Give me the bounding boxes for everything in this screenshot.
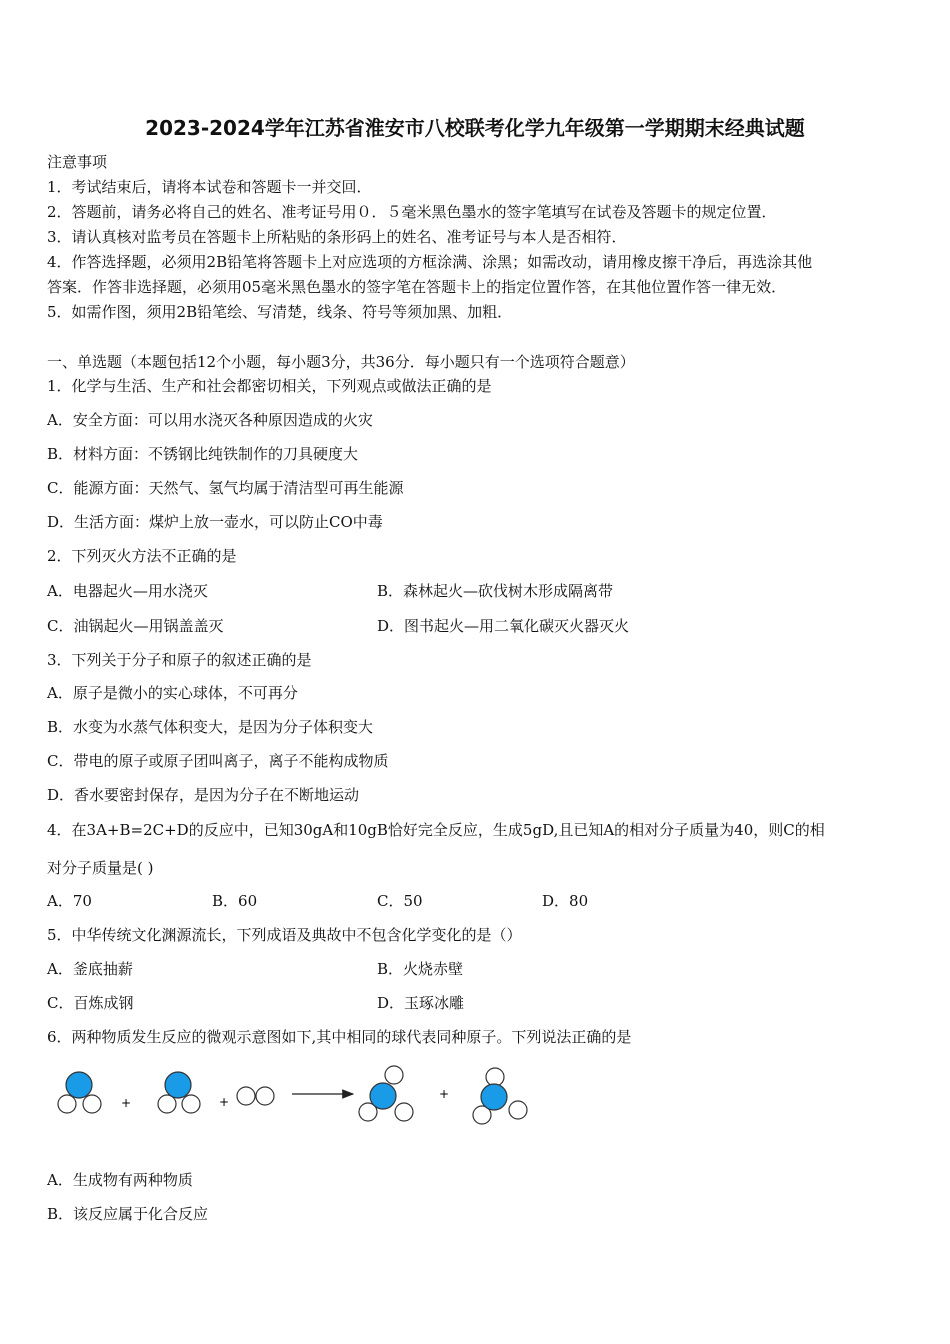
q1-option-d: D．生活方面：煤炉上放一壶水，可以防止CO中毒 (47, 513, 383, 531)
notice-item: 5．如需作图，须用2B铅笔绘、写清楚，线条、符号等须加黑、加粗． (47, 303, 513, 321)
notice-item: 2．答题前，请务必将自己的姓名、准考证号用０．５毫米黑色墨水的签字笔填写在试卷及答题卡的规定位置． (47, 203, 777, 221)
q3-option-c: C．带电的原子或原子团叫离子，离子不能构成物质 (47, 752, 389, 770)
molecule-product-1 (359, 1066, 413, 1121)
molecule-product-2 (473, 1068, 527, 1124)
q6-stem: 6．两种物质发生反应的微观示意图如下,其中相同的球代表同种原子。下列说法正确的是 (47, 1028, 632, 1046)
molecule-reactant-2 (158, 1072, 200, 1113)
q4-option-b: B．60 (212, 892, 258, 910)
molecule-reactant-1 (58, 1072, 101, 1113)
page-title: 2023-2024学年江苏省淮安市八校联考化学九年级第一学期期末经典试题 (145, 116, 805, 140)
notice-item: 3．请认真核对监考员在答题卡上所粘贴的条形码上的姓名、准考证号与本人是否相符． (47, 228, 627, 246)
q6-option-b: B．该反应属于化合反应 (47, 1205, 209, 1223)
q3-stem: 3．下列关于分子和原子的叙述正确的是 (47, 651, 312, 669)
q2-stem: 2．下列灭火方法不正确的是 (47, 547, 237, 565)
q3-option-d: D．香水要密封保存，是因为分子在不断地运动 (47, 786, 360, 804)
q4-option-c: C．50 (377, 892, 423, 910)
q4-option-a: A．70 (47, 892, 92, 910)
q6-option-a: A．生成物有两种物质 (47, 1171, 193, 1189)
q1-option-a: A．安全方面：可以用水浇灭各种原因造成的火灾 (47, 411, 373, 429)
notice-item: 4．作答选择题，必须用2B铅笔将答题卡上对应选项的方框涂满、涂黑；如需改动，请用橡皮擦干净后，再选涂其他 (47, 253, 813, 271)
q2-option-d: D．图书起火—用二氧化碳灭火器灭火 (377, 617, 630, 635)
q3-option-a: A．原子是微小的实心球体，不可再分 (47, 684, 298, 702)
q1-stem: 1．化学与生活、生产和社会都密切相关，下列观点或做法正确的是 (47, 377, 492, 395)
notice-item: 答案．作答非选择题，必须用05毫米黑色墨水的签字笔在答题卡上的指定位置作答，在其他位置作答一律无效． (47, 278, 787, 296)
notice-item: 1．考试结束后，请将本试卷和答题卡一并交回． (47, 178, 372, 196)
q5-option-c: C．百炼成钢 (47, 994, 134, 1012)
q5-option-d: D．玉琢冰雕 (377, 994, 465, 1012)
q4-option-d: D．80 (542, 892, 589, 910)
q4-stem-continued: 对分子质量是( ) (47, 859, 154, 877)
molecule-reactant-3 (237, 1087, 274, 1105)
q2-option-c: C．油锅起火—用锅盖盖灭 (47, 617, 224, 635)
section-heading: 一、单选题（本题包括12个小题，每小题3分，共36分．每小题只有一个选项符合题意） (47, 353, 635, 371)
q2-option-b: B．森林起火—砍伐树木形成隔离带 (377, 582, 614, 600)
q5-option-a: A．釜底抽薪 (47, 960, 133, 978)
plus-sign: + (121, 1096, 132, 1110)
q5-stem: 5．中华传统文化渊源流长，下列成语及典故中不包含化学变化的是（） (47, 926, 522, 944)
q1-option-b: B．材料方面：不锈钢比纯铁制作的刀具硬度大 (47, 445, 359, 463)
q3-option-b: B．水变为水蒸气体积变大，是因为分子体积变大 (47, 718, 374, 736)
q1-option-c: C．能源方面：天然气、氢气均属于清洁型可再生能源 (47, 479, 404, 497)
q2-option-a: A．电器起火—用水浇灭 (47, 582, 208, 600)
q5-option-b: B．火烧赤壁 (377, 960, 464, 978)
plus-sign: + (219, 1095, 230, 1109)
q4-stem: 4．在3A+B=2C+D的反应中，已知30gA和10gB恰好完全反应，生成5gD,且已知A的相对分子质量为40，则C的相 (47, 821, 825, 839)
notice-heading: 注意事项 (47, 153, 108, 171)
plus-sign: + (439, 1087, 450, 1101)
